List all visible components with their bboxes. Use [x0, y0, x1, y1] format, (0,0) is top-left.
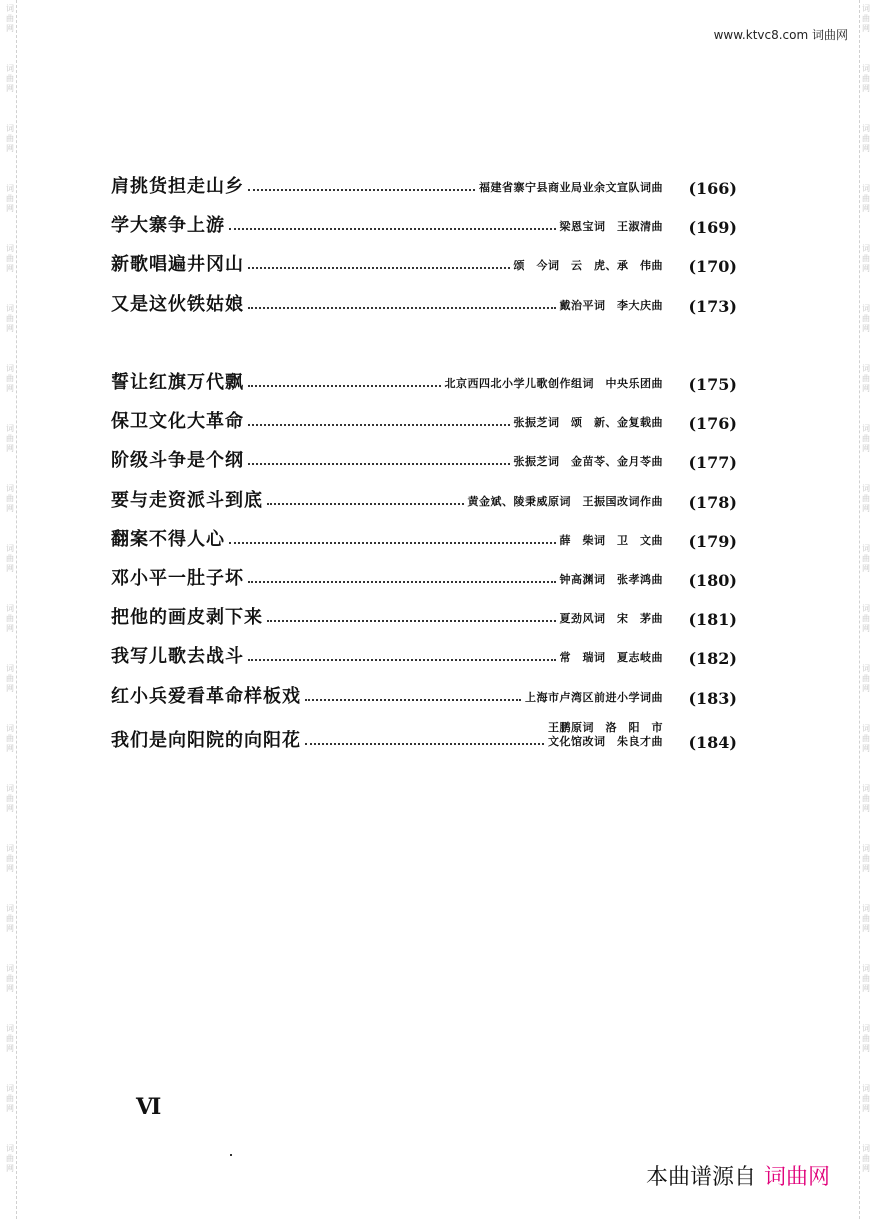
print-speck [230, 1154, 232, 1156]
watermark-glyph: 词 [862, 64, 870, 73]
site-url[interactable]: www.ktvc8.com 词曲网 [713, 28, 848, 42]
watermark-glyph: 词 [6, 184, 14, 193]
toc-credit-line: 薛 柴词 卫 文曲 [559, 534, 663, 547]
watermark-glyph: 网 [6, 204, 14, 213]
watermark-glyph: 网 [6, 444, 14, 453]
watermark-glyph: 词 [862, 664, 870, 673]
watermark-glyph: 曲 [6, 254, 14, 263]
toc-leader-dots [305, 743, 544, 745]
watermark-glyph: 网 [6, 684, 14, 693]
watermark-glyph: 网 [862, 204, 870, 213]
watermark-glyph: 曲 [6, 914, 14, 923]
source-site-link[interactable]: 词曲网 [763, 1165, 830, 1190]
toc-leader-dots [305, 699, 521, 701]
toc-credit-line: 戴治平词 李大庆曲 [559, 299, 663, 312]
toc-title: 红小兵爱看革命样板戏 [111, 686, 301, 707]
watermark-glyph: 词 [862, 1024, 870, 1033]
watermark-glyph: 曲 [6, 134, 14, 143]
toc-title: 翻案不得人心 [111, 529, 225, 550]
watermark-glyphs [4, 424, 16, 454]
watermark-glyph: 曲 [6, 1094, 14, 1103]
watermark-glyph: 词 [6, 964, 14, 973]
watermark-glyph: 词 [862, 544, 870, 553]
watermark-glyph: 网 [6, 1164, 14, 1173]
watermark-glyph: 词 [6, 1144, 14, 1153]
watermark-glyph: 曲 [6, 614, 14, 623]
watermark-glyph: 曲 [862, 794, 870, 803]
watermark-glyph: 网 [862, 1164, 870, 1173]
toc-leader-dots [267, 503, 464, 505]
toc-credit [560, 612, 664, 626]
toc-entry[interactable] [111, 642, 737, 668]
watermark-glyphs [860, 904, 872, 934]
watermark-glyph: 词 [862, 1144, 870, 1153]
watermark-glyph: 网 [862, 684, 870, 693]
watermark-glyph: 网 [862, 804, 870, 813]
watermark-glyph: 曲 [862, 74, 870, 83]
watermark-glyph: 网 [6, 1104, 14, 1113]
toc-entry[interactable] [111, 525, 737, 551]
watermark-glyphs [860, 784, 872, 814]
watermark-glyph: 曲 [6, 794, 14, 803]
watermark-glyphs [4, 124, 16, 154]
toc-credit-line: 福建省寨宁县商业局业余文宣队词曲 [479, 181, 663, 194]
toc-entry[interactable] [111, 721, 737, 752]
watermark-glyph: 曲 [862, 974, 870, 983]
watermark-glyph: 曲 [862, 194, 870, 203]
toc-credit-line: 张振芝词 颂 新、金复载曲 [513, 416, 663, 429]
toc-credit-line: 常 瑞词 夏志岐曲 [559, 651, 663, 664]
toc-credit [560, 220, 664, 234]
toc-entry[interactable] [111, 368, 737, 394]
watermark-glyphs [860, 484, 872, 514]
watermark-glyphs [4, 604, 16, 634]
watermark-glyph: 网 [6, 264, 14, 273]
toc-page-number: (169) [688, 218, 737, 237]
toc-credit-line: 颂 今词 云 虎、承 伟曲 [513, 259, 663, 272]
watermark-glyph: 网 [862, 24, 870, 33]
toc-leader-dots [248, 385, 441, 387]
toc-title: 把他的画皮剥下来 [111, 607, 263, 628]
toc-title: 我写儿歌去战斗 [111, 646, 244, 667]
toc-entry[interactable] [111, 446, 737, 472]
watermark-glyph: 词 [6, 4, 14, 13]
toc-title: 我们是向阳院的向阳花 [111, 730, 301, 751]
toc-page-number: (176) [688, 414, 737, 433]
toc-page-number: (182) [688, 649, 737, 668]
toc-title: 保卫文化大革命 [111, 411, 244, 432]
watermark-glyph: 曲 [6, 554, 14, 563]
watermark-glyph: 词 [862, 124, 870, 133]
watermark-glyph: 网 [862, 384, 870, 393]
watermark-glyph: 网 [6, 1044, 14, 1053]
toc-title: 肩挑货担走山乡 [111, 176, 244, 197]
watermark-glyph: 曲 [862, 434, 870, 443]
watermark-glyphs [4, 544, 16, 574]
watermark-glyph: 词 [6, 664, 14, 673]
toc-entry[interactable] [111, 564, 737, 590]
watermark-glyphs [860, 244, 872, 274]
watermark-glyph: 词 [862, 484, 870, 493]
toc-page-number: (166) [688, 179, 737, 198]
watermark-glyph: 词 [862, 1084, 870, 1093]
watermark-glyphs [4, 304, 16, 334]
watermark-glyph: 曲 [862, 854, 870, 863]
toc-page-number: (184) [688, 733, 737, 752]
watermark-glyphs [4, 724, 16, 754]
watermark-glyphs [860, 4, 872, 34]
toc-entry[interactable] [111, 682, 737, 708]
watermark-glyph: 曲 [6, 734, 14, 743]
watermark-glyph: 网 [6, 84, 14, 93]
watermark-glyph: 网 [862, 444, 870, 453]
watermark-glyphs [860, 544, 872, 574]
watermark-glyph: 曲 [862, 1034, 870, 1043]
watermark-glyphs [4, 1084, 16, 1114]
watermark-glyph: 词 [862, 364, 870, 373]
toc-page-number: (175) [688, 375, 737, 394]
watermark-glyph: 曲 [862, 914, 870, 923]
watermark-glyphs [860, 964, 872, 994]
watermark-glyph: 网 [862, 324, 870, 333]
toc-credit [514, 455, 664, 469]
watermark-glyph: 曲 [862, 674, 870, 683]
watermark-glyphs [4, 64, 16, 94]
toc-credit [514, 416, 664, 430]
watermark-glyph: 网 [6, 984, 14, 993]
watermark-glyph: 曲 [862, 374, 870, 383]
watermark-glyph: 曲 [862, 314, 870, 323]
toc-leader-dots [248, 307, 556, 309]
watermark-glyph: 曲 [862, 1154, 870, 1163]
watermark-glyph: 词 [862, 304, 870, 313]
watermark-glyphs [4, 1024, 16, 1054]
toc-leader-dots [248, 189, 475, 191]
watermark-glyph: 词 [6, 124, 14, 133]
watermark-glyph: 曲 [862, 554, 870, 563]
watermark-glyphs [4, 844, 16, 874]
toc-credit-line: 张振芝词 金苗苓、金月苓曲 [513, 455, 663, 468]
watermark-glyph: 网 [862, 84, 870, 93]
toc-leader-dots [248, 267, 510, 269]
toc-title: 誓让红旗万代飘 [111, 372, 244, 393]
watermark-glyph: 网 [862, 264, 870, 273]
watermark-glyphs [4, 904, 16, 934]
toc-credit [560, 573, 664, 587]
toc-page-number: (173) [688, 297, 737, 316]
source-prefix: 本曲谱源自 [645, 1165, 756, 1190]
watermark-glyphs [860, 124, 872, 154]
toc-entry[interactable] [111, 603, 737, 629]
toc-entry[interactable] [111, 172, 737, 198]
watermark-glyph: 网 [862, 744, 870, 753]
toc-credit-line: 王鹏原词 洛 阳 市 [548, 721, 663, 734]
toc-leader-dots [248, 659, 556, 661]
toc-credit [445, 377, 664, 391]
watermark-glyph: 网 [862, 1044, 870, 1053]
toc-credit-line: 梁恩宝词 王淑清曲 [559, 220, 663, 233]
watermark-glyph: 词 [862, 724, 870, 733]
toc-credit-line: 钟高渊词 张孝鸿曲 [559, 573, 663, 586]
watermark-glyph: 网 [862, 1104, 870, 1113]
watermark-glyph: 网 [6, 804, 14, 813]
watermark-glyphs [4, 4, 16, 34]
watermark-glyph: 词 [862, 244, 870, 253]
watermark-glyph: 词 [6, 904, 14, 913]
toc-credit [525, 691, 663, 705]
watermark-glyphs [4, 1144, 16, 1174]
watermark-glyph: 词 [6, 364, 14, 373]
toc-credit [548, 721, 663, 749]
watermark-glyph: 曲 [862, 614, 870, 623]
toc-credit-line: 文化馆改词 朱良才曲 [548, 735, 663, 748]
toc-entry[interactable] [111, 211, 737, 237]
watermark-glyph: 曲 [6, 674, 14, 683]
watermark-glyphs [4, 664, 16, 694]
watermark-glyph: 曲 [862, 14, 870, 23]
watermark-glyph: 曲 [6, 494, 14, 503]
toc-title: 新歌唱遍井冈山 [111, 254, 244, 275]
watermark-glyph: 网 [6, 624, 14, 633]
toc-entry[interactable] [111, 290, 737, 316]
watermark-glyphs [860, 1144, 872, 1174]
page-number: Ⅵ [136, 1094, 162, 1120]
watermark-glyph: 词 [862, 904, 870, 913]
toc-page-number: (177) [688, 453, 737, 472]
toc-page-number: (178) [688, 493, 737, 512]
watermark-glyph: 曲 [6, 854, 14, 863]
watermark-glyphs [4, 964, 16, 994]
watermark-glyph: 曲 [6, 1034, 14, 1043]
toc-leader-dots [248, 581, 556, 583]
watermark-glyph: 曲 [862, 134, 870, 143]
watermark-glyphs [4, 784, 16, 814]
watermark-glyph: 网 [862, 864, 870, 873]
watermark-glyph: 网 [6, 744, 14, 753]
toc-page-number: (183) [688, 689, 737, 708]
watermark-glyph: 曲 [6, 974, 14, 983]
toc-title: 阶级斗争是个纲 [111, 450, 244, 471]
watermark-glyph: 词 [6, 544, 14, 553]
watermark-glyph: 网 [6, 924, 14, 933]
watermark-glyph: 词 [6, 484, 14, 493]
toc-title: 要与走资派斗到底 [111, 490, 263, 511]
toc-credit-line: 黄金斌、陵秉威原词 王振国改词作曲 [467, 495, 663, 508]
watermark-glyph: 网 [862, 924, 870, 933]
watermark-glyph: 曲 [862, 1094, 870, 1103]
watermark-glyph: 词 [6, 1024, 14, 1033]
watermark-glyphs [4, 244, 16, 274]
toc-title: 邓小平一肚子坏 [111, 568, 244, 589]
toc-credit [468, 495, 664, 509]
watermark-glyphs [860, 604, 872, 634]
watermark-glyph: 曲 [862, 734, 870, 743]
watermark-glyph: 词 [862, 604, 870, 613]
watermark-glyph: 词 [862, 964, 870, 973]
watermark-glyph: 网 [6, 24, 14, 33]
watermark-glyph: 网 [6, 504, 14, 513]
toc-entry[interactable] [111, 407, 737, 433]
watermark-glyphs [860, 844, 872, 874]
watermark-glyphs [860, 1084, 872, 1114]
toc-title: 又是这伙铁姑娘 [111, 294, 244, 315]
toc-entry[interactable] [111, 486, 737, 512]
watermark-glyph: 词 [6, 1084, 14, 1093]
toc-credit [514, 259, 664, 273]
watermark-glyphs [860, 64, 872, 94]
watermark-glyph: 曲 [862, 494, 870, 503]
watermark-glyph: 网 [6, 144, 14, 153]
watermark-glyph: 词 [6, 304, 14, 313]
watermark-glyphs [860, 304, 872, 334]
toc-page-number: (170) [688, 257, 737, 276]
watermark-glyph: 曲 [6, 14, 14, 23]
watermark-glyphs [860, 184, 872, 214]
watermark-glyph: 网 [862, 564, 870, 573]
watermark-glyphs [860, 1024, 872, 1054]
toc-credit [560, 299, 664, 313]
toc-credit [479, 181, 663, 195]
watermark-glyph: 词 [862, 424, 870, 433]
watermark-glyph: 曲 [6, 74, 14, 83]
watermark-glyphs [860, 664, 872, 694]
watermark-glyphs [860, 424, 872, 454]
watermark-glyph: 词 [6, 844, 14, 853]
watermark-glyph: 网 [862, 984, 870, 993]
watermark-glyph: 词 [862, 844, 870, 853]
toc-credit [560, 651, 664, 665]
watermark-glyphs [860, 724, 872, 754]
watermark-glyph: 词 [6, 64, 14, 73]
watermark-glyph: 词 [6, 724, 14, 733]
watermark-glyph: 网 [862, 144, 870, 153]
toc-leader-dots [248, 424, 510, 426]
toc-credit-line: 夏劲风词 宋 茅曲 [559, 612, 663, 625]
source-credit [646, 1160, 830, 1191]
watermark-glyph: 曲 [6, 434, 14, 443]
toc-page-number: (179) [688, 532, 737, 551]
toc-leader-dots [229, 228, 556, 230]
watermark-glyphs [4, 184, 16, 214]
toc-credit [560, 534, 664, 548]
watermark-glyph: 网 [6, 384, 14, 393]
toc-page-number: (181) [688, 610, 737, 629]
watermark-glyph: 词 [6, 784, 14, 793]
toc-credit-line: 上海市卢湾区前进小学词曲 [525, 691, 663, 704]
watermark-glyph: 曲 [862, 254, 870, 263]
watermark-glyphs [4, 364, 16, 394]
watermark-glyph: 网 [6, 864, 14, 873]
toc-page-number: (180) [688, 571, 737, 590]
toc-entry[interactable] [111, 250, 737, 276]
toc-leader-dots [229, 542, 556, 544]
watermark-glyph: 曲 [6, 314, 14, 323]
toc-leader-dots [248, 463, 510, 465]
watermark-glyphs [4, 484, 16, 514]
toc-title: 学大寨争上游 [111, 215, 225, 236]
watermark-glyph: 曲 [6, 1154, 14, 1163]
watermark-glyph: 词 [6, 244, 14, 253]
watermark-glyphs [860, 364, 872, 394]
watermark-glyph: 词 [6, 424, 14, 433]
watermark-glyph: 词 [6, 604, 14, 613]
watermark-glyph: 网 [6, 324, 14, 333]
watermark-glyph: 曲 [6, 194, 14, 203]
toc-leader-dots [267, 620, 556, 622]
watermark-glyph: 词 [862, 4, 870, 13]
watermark-glyph: 曲 [6, 374, 14, 383]
watermark-glyph: 词 [862, 784, 870, 793]
watermark-glyph: 网 [6, 564, 14, 573]
watermark-glyph: 网 [862, 504, 870, 513]
watermark-glyph: 网 [862, 624, 870, 633]
toc-credit-line: 北京西四北小学儿歌创作组词 中央乐团曲 [444, 377, 663, 390]
watermark-glyph: 词 [862, 184, 870, 193]
